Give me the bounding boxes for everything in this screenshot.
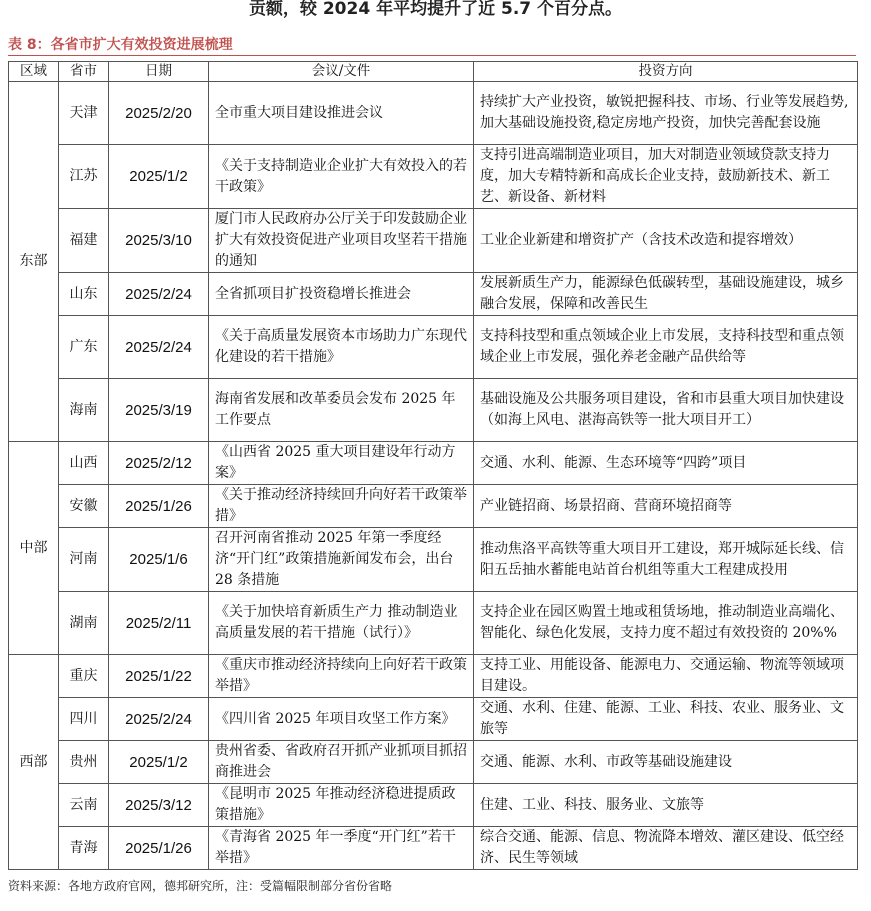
direction-cell: 产业链招商、场景招商、营商环境招商等: [474, 485, 858, 528]
direction-cell: 持续扩大产业投资，敏锐把握科技、市场、行业等发展趋势,加大基础设施投资,稳定房地产投资，加快完善配套设施: [474, 82, 858, 145]
date-cell: 2025/2/20: [109, 82, 209, 145]
direction-cell: 工业企业新建和增资扩产（含技术改造和提容增效）: [474, 209, 858, 273]
meeting-cell: 《昆明市 2025 年推动经济稳进提质政策措施》: [209, 784, 474, 827]
table-row: [9, 209, 858, 273]
province-cell: 云南: [59, 784, 109, 827]
direction-cell: 支持引进高端制造业项目，加大对制造业领域贷款支持力度，加大专精特新和高成长企业支持，鼓励新技术、新工艺、新设备、新材料: [474, 145, 858, 209]
province-cell: 四川: [59, 698, 109, 741]
province-cell: 河南: [59, 528, 109, 592]
meeting-cell: 《山西省 2025 重大项目建设年行动方案》: [209, 442, 474, 485]
direction-cell: 支持科技型和重点领域企业上市发展，支持科技型和重点领域企业上市发展，强化养老金融产品供给等: [474, 316, 858, 379]
province-cell: 贵州: [59, 741, 109, 784]
meeting-cell: 《关于支持制造业企业扩大有效投入的若干政策》: [209, 145, 474, 209]
meeting-cell: 《关于加快培育新质生产力 推动制造业高质量发展的若干措施（试行）》: [209, 592, 474, 655]
column-header-province: 省市: [59, 62, 109, 82]
meeting-cell: 《关于高质量发展资本市场助力广东现代化建设的若干措施》: [209, 316, 474, 379]
meeting-cell: 召开河南省推动 2025 年第一季度经济“开门红”政策措施新闻发布会，出台 28 条措施: [209, 528, 474, 592]
direction-cell: 发展新质生产力，能源绿色低碳转型，基础设施建设，城乡融合发展，保障和改善民生: [474, 273, 858, 316]
table-header-row: [9, 62, 858, 82]
meeting-cell: 贵州省委、省政府召开抓产业抓项目抓招商推进会: [209, 741, 474, 784]
meeting-cell: 《四川省 2025 年项目攻坚工作方案》: [209, 698, 474, 741]
meeting-cell: 厦门市人民政府办公厅关于印发鼓励企业扩大有效投资促进产业项目攻坚若干措施的通知: [209, 209, 474, 273]
province-cell: 山西: [59, 442, 109, 485]
date-cell: 2025/1/26: [109, 827, 209, 870]
direction-cell: 支持企业在园区购置土地或租赁场地，推动制造业高端化、智能化、绿色化发展，支持力度不超过有效投资的 20%%: [474, 592, 858, 655]
region-cell: 西部: [9, 655, 59, 870]
column-header-direction: 投资方向: [474, 62, 858, 82]
region-cell: 东部: [9, 82, 59, 442]
date-cell: 2025/3/12: [109, 784, 209, 827]
province-cell: 江苏: [59, 145, 109, 209]
investment-progress-table: [8, 61, 858, 870]
direction-cell: 推动焦洛平高铁等重大项目开工建设，郑开城际延长线、信阳五岳抽水蓄能电站首台机组等重大工程建成投用: [474, 528, 858, 592]
date-cell: 2025/2/24: [109, 698, 209, 741]
date-cell: 2025/1/22: [109, 655, 209, 698]
direction-cell: 住建、工业、科技、服务业、文旅等: [474, 784, 858, 827]
date-cell: 2025/1/2: [109, 741, 209, 784]
source-note: 资料来源：各地方政府官网，德邦研究所，注：受篇幅限制部分省份省略: [8, 879, 393, 893]
column-header-meeting: 会议/文件: [209, 62, 474, 82]
table-row: [9, 145, 858, 209]
date-cell: 2025/1/26: [109, 485, 209, 528]
table-row: [9, 592, 858, 655]
preceding-text-fragment: 贡额，较 2024 年平均提升了近 5.7 个百分点。: [248, 0, 623, 19]
province-cell: 安徽: [59, 485, 109, 528]
table-title: 表 8：各省市扩大有效投资进展梳理: [8, 37, 233, 53]
date-cell: 2025/3/10: [109, 209, 209, 273]
meeting-cell: 全市重大项目建设推进会议: [209, 82, 474, 145]
meeting-cell: 全省抓项目扩投资稳增长推进会: [209, 273, 474, 316]
table-row: [9, 655, 858, 698]
meeting-cell: 《重庆市推动经济持续向上向好若干政策举措》: [209, 655, 474, 698]
province-cell: 山东: [59, 273, 109, 316]
table-row: [9, 379, 858, 442]
table-row: [9, 528, 858, 592]
date-cell: 2025/1/2: [109, 145, 209, 209]
table-row: [9, 784, 858, 827]
meeting-cell: 《关于推动经济持续回升向好若干政策举措》: [209, 485, 474, 528]
direction-cell: 综合交通、能源、信息、物流降本增效、灌区建设、低空经济、民生等领域: [474, 827, 858, 870]
direction-cell: 基础设施及公共服务项目建设，省和市县重大项目加快建设（如海上风电、湛海高铁等一批大项目开工）: [474, 379, 858, 442]
direction-cell: 交通、水利、能源、生态环境等“四跨”项目: [474, 442, 858, 485]
direction-cell: 支持工业、用能设备、能源电力、交通运输、物流等领域项目建设。: [474, 655, 858, 698]
province-cell: 重庆: [59, 655, 109, 698]
table-row: [9, 442, 858, 485]
date-cell: 2025/2/24: [109, 316, 209, 379]
table-row: [9, 485, 858, 528]
date-cell: 2025/2/24: [109, 273, 209, 316]
table-row: [9, 741, 858, 784]
table-row: [9, 316, 858, 379]
province-cell: 广东: [59, 316, 109, 379]
date-cell: 2025/2/12: [109, 442, 209, 485]
province-cell: 湖南: [59, 592, 109, 655]
date-cell: 2025/3/19: [109, 379, 209, 442]
province-cell: 海南: [59, 379, 109, 442]
meeting-cell: 海南省发展和改革委员会发布 2025 年工作要点: [209, 379, 474, 442]
table-row: [9, 827, 858, 870]
date-cell: 2025/1/6: [109, 528, 209, 592]
table-row: [9, 82, 858, 145]
column-header-date: 日期: [109, 62, 209, 82]
province-cell: 天津: [59, 82, 109, 145]
title-divider: [8, 55, 856, 56]
meeting-cell: 《青海省 2025 年一季度“开门红”若干举措》: [209, 827, 474, 870]
column-header-region: 区域: [9, 62, 59, 82]
date-cell: 2025/2/11: [109, 592, 209, 655]
table-row: [9, 698, 858, 741]
province-cell: 青海: [59, 827, 109, 870]
direction-cell: 交通、能源、水利、市政等基础设施建设: [474, 741, 858, 784]
province-cell: 福建: [59, 209, 109, 273]
direction-cell: 交通、水利、住建、能源、工业、科技、农业、服务业、文旅等: [474, 698, 858, 741]
table-row: [9, 273, 858, 316]
region-cell: 中部: [9, 442, 59, 655]
